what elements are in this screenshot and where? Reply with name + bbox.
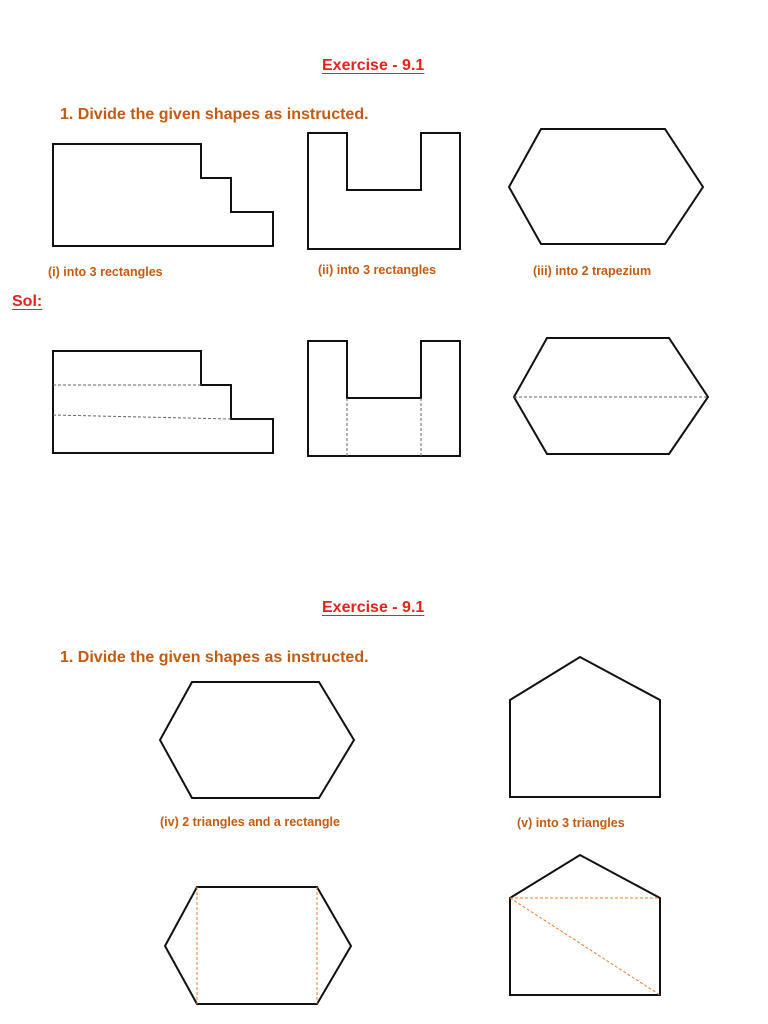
hexagon-shape-iv: [160, 682, 354, 798]
staircase-shape: [53, 144, 273, 246]
hexagon-solution-shape: [514, 338, 708, 454]
division-line-staircase-2: [53, 415, 231, 419]
u-solution-shape: [308, 341, 460, 456]
caption-iv: (iv) 2 triangles and a rectangle: [160, 815, 340, 829]
question-heading-1: 1. Divide the given shapes as instructed.: [60, 106, 369, 123]
house-pentagon-shape: [510, 657, 660, 797]
caption-v: (v) into 3 triangles: [517, 816, 625, 830]
solution-label: Sol:: [12, 293, 43, 310]
caption-iii: (iii) into 2 trapezium: [533, 264, 652, 278]
question-heading-2: 1. Divide the given shapes as instructed.: [60, 649, 369, 666]
caption-ii: (ii) into 3 rectangles: [318, 263, 437, 277]
division-line-house-2: [510, 898, 660, 995]
hexagon-solution-iv: [165, 887, 351, 1004]
exercise-title-2: Exercise - 9.1: [322, 599, 425, 616]
u-shape: [308, 133, 460, 249]
house-pentagon-solution: [510, 855, 660, 995]
exercise-title-1: Exercise - 9.1: [322, 57, 425, 74]
hexagon-shape-iii: [509, 129, 703, 244]
caption-i: (i) into 3 rectangles: [48, 265, 163, 279]
staircase-solution-shape: [53, 351, 273, 453]
